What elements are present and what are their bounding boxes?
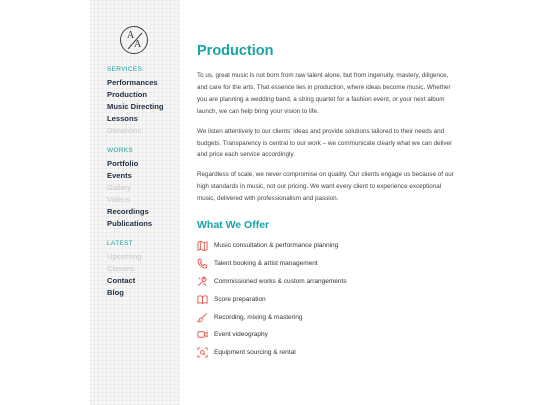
nav-group-works [107, 147, 185, 230]
brush-icon [197, 312, 208, 323]
quality-paragraph: Regardless of scale, we never compromise on quality. Our clients engage us because of our high standards in music, not our pricing. We want every client to experience exceptional music, delivered with professionalism and passion. [197, 171, 454, 203]
nav-item-music-directing[interactable]: Music Directing [107, 102, 164, 111]
nav-group-services [107, 66, 185, 137]
nav-heading-services: SERVICES [107, 66, 143, 73]
sidebar-nav [107, 66, 185, 309]
nav-item-videos[interactable]: Videos [107, 195, 131, 204]
nav-item-classes[interactable]: Classes [107, 264, 135, 273]
logo[interactable] [120, 26, 148, 54]
map-icon [197, 240, 208, 251]
nav-item-donations[interactable]: Donations [107, 126, 142, 135]
offer-item [197, 308, 457, 326]
intro-paragraph: To us, great music is not born from raw talent alone, but from ingenuity, mastery, diligence, and care for the arts. That essence lies in production, where ideas become music. Whether you are planning a wedding band, a string quartet for a fashion event, or your next album launch, we can help bring your vision to life. [197, 72, 451, 115]
nav-item-blog[interactable]: Blog [107, 288, 124, 297]
main-content [197, 43, 457, 362]
offer-label: Equipment sourcing & rental [214, 349, 296, 357]
offer-label: Recording, mixing & mastering [214, 313, 303, 321]
page-title: Production [197, 43, 274, 59]
offer-label: Talent booking & artist management [214, 260, 318, 268]
offer-label: Commissioned works & custom arrangements [214, 278, 347, 286]
approach-paragraph: We listen attentively to our clients' ideas and provide solutions tailored to their needs and budgets. Transparency is central to our work – we communicate clearly what we can deliver and price each service accordingly. [197, 127, 453, 159]
offer-label: Event videography [214, 331, 268, 339]
tools-icon [197, 276, 208, 287]
nav-heading-latest: LATEST [107, 240, 133, 247]
offer-item [197, 344, 457, 362]
offer-item [197, 326, 457, 344]
offer-title: What We Offer [197, 219, 270, 232]
logo-letter-top: A [127, 30, 135, 41]
offer-item [197, 255, 457, 273]
nav-item-recordings[interactable]: Recordings [107, 207, 149, 216]
offer-item [197, 290, 457, 308]
search-icon [197, 347, 208, 358]
offer-label: Score preparation [214, 295, 266, 303]
nav-item-contact[interactable]: Contact [107, 276, 136, 285]
nav-item-production[interactable]: Production [107, 90, 148, 99]
offer-item [197, 237, 457, 255]
nav-item-publications[interactable]: Publications [107, 219, 153, 228]
nav-group-latest [107, 240, 185, 299]
offer-item [197, 273, 457, 291]
nav-heading-works: WORKS [107, 147, 134, 154]
nav-item-events[interactable]: Events [107, 171, 132, 180]
nav-item-upcoming[interactable]: Upcoming [107, 252, 142, 261]
offer-label: Music consultation & performance planning [214, 242, 339, 250]
nav-item-gallery[interactable]: Gallery [107, 183, 132, 192]
logo-letter-bottom: A [134, 39, 142, 50]
nav-item-performances[interactable]: Performances [107, 78, 158, 87]
nav-item-portfolio[interactable]: Portfolio [107, 159, 139, 168]
video-icon [197, 329, 208, 340]
nav-item-lessons[interactable]: Lessons [107, 114, 138, 123]
phone-icon [197, 258, 208, 269]
book-icon [197, 294, 208, 305]
